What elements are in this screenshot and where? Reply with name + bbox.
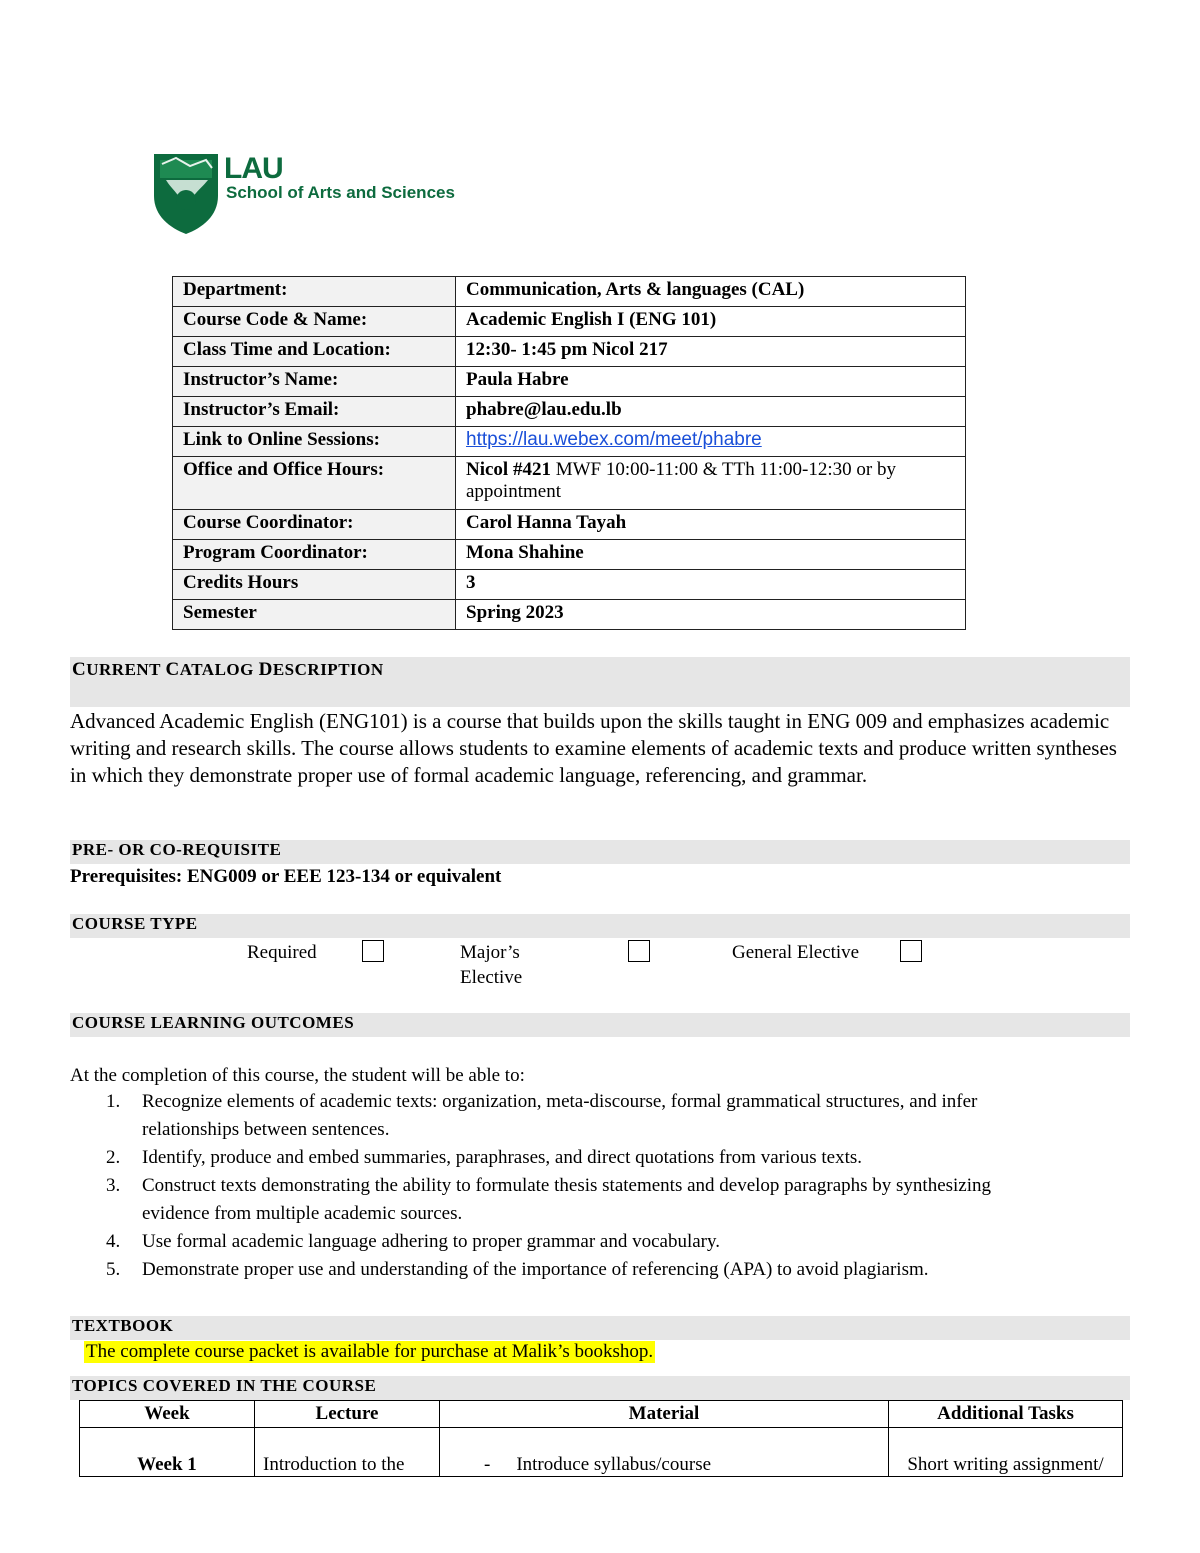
course-type-majors-label: Major’s Elective (460, 942, 523, 988)
info-value: Spring 2023 (456, 600, 966, 630)
info-row (173, 457, 966, 510)
info-key: Department: (173, 277, 456, 307)
general-elective-checkbox[interactable] (900, 940, 922, 962)
info-key: Program Coordinator: (173, 540, 456, 570)
info-value (456, 457, 966, 510)
prereq-heading: PRE- OR CO-REQUISITE (70, 840, 1130, 864)
textbook-note: The complete course packet is available for purchase at Malik’s bookshop. (86, 1341, 654, 1362)
lau-wordmark: LAU (224, 152, 283, 185)
info-key: Course Coordinator: (173, 510, 456, 540)
info-key: Link to Online Sessions: (173, 427, 456, 457)
info-row (173, 570, 966, 600)
info-value: Mona Shahine (456, 540, 966, 570)
info-key: Instructor’s Email: (173, 397, 456, 427)
info-row (173, 367, 966, 397)
outcomes-list (100, 1088, 1130, 1284)
cell-tasks: Short writing assignment/ (889, 1428, 1123, 1477)
list-item: 3. Construct texts demonstrating the ability to formulate thesis statements and develop paragraphs by synthesizing evidence from multiple academic sources. (106, 1175, 992, 1224)
office-location: Nicol #421 (466, 459, 551, 480)
info-row (173, 337, 966, 367)
info-key: Credits Hours (173, 570, 456, 600)
cell-lecture: Introduction to the (255, 1428, 440, 1477)
school-name: School of Arts and Sciences (226, 183, 455, 202)
required-checkbox[interactable] (362, 940, 384, 962)
info-value: Academic English I (ENG 101) (456, 307, 966, 337)
course-type-heading: COURSE TYPE (70, 914, 1130, 938)
course-info-table (172, 276, 966, 630)
info-value: Carol Hanna Tayah (456, 510, 966, 540)
info-key: Semester (173, 600, 456, 630)
info-row (173, 510, 966, 540)
info-value: 12:30- 1:45 pm Nicol 217 (456, 337, 966, 367)
info-row (173, 427, 966, 457)
info-key: Course Code & Name: (173, 307, 456, 337)
outcomes-intro: At the completion of this course, the student will be able to: (70, 1065, 525, 1086)
info-row (173, 307, 966, 337)
list-item: 1. Recognize elements of academic texts: organization, meta-discourse, formal grammatical structures, and infer relationships between sentences. (106, 1091, 978, 1140)
info-row (173, 540, 966, 570)
info-key: Class Time and Location: (173, 337, 456, 367)
lau-logo (152, 150, 472, 236)
info-key: Instructor’s Name: (173, 367, 456, 397)
info-row (173, 397, 966, 427)
info-value (456, 427, 966, 457)
online-session-link[interactable]: https://lau.webex.com/meet/phabre (466, 429, 762, 450)
cell-material: - Introduce syllabus/course (440, 1428, 889, 1477)
lau-shield-icon (152, 150, 222, 236)
office-hours: MWF 10:00-11:00 & TTh 11:00-12:30 or by appointment (466, 459, 896, 502)
cell-week: Week 1 (80, 1428, 255, 1477)
textbook-heading: TEXTBOOK (70, 1316, 1130, 1340)
col-week: Week (80, 1401, 255, 1428)
list-item: 4. Use formal academic language adhering to proper grammar and vocabulary. (106, 1231, 721, 1252)
col-tasks: Additional Tasks (889, 1401, 1123, 1428)
topics-heading: TOPICS COVERED IN THE COURSE (70, 1376, 1130, 1400)
info-value: Communication, Arts & languages (CAL) (456, 277, 966, 307)
list-item: 2. Identify, produce and embed summaries, paraphrases, and direct quotations from various texts. (106, 1147, 863, 1168)
catalog-heading: CURRENT CATALOG DESCRIPTION (70, 657, 1130, 707)
course-type-general-label: General Elective (732, 942, 860, 963)
majors-elective-checkbox[interactable] (628, 940, 650, 962)
topics-table (79, 1400, 1123, 1477)
col-material: Material (440, 1401, 889, 1428)
outcomes-heading: COURSE LEARNING OUTCOMES (70, 1013, 1130, 1037)
course-type-required-label: Required (247, 942, 317, 963)
catalog-description: Advanced Academic English (ENG101) is a course that builds upon the skills taught in ENG 009 and emphasizes academic writing and research skills. The course allows students to examine elements of academic texts and produce written syntheses in which they demonstrate proper use of formal academic language, referencing, and grammar. (70, 709, 1117, 787)
info-value: 3 (456, 570, 966, 600)
col-lecture: Lecture (255, 1401, 440, 1428)
info-value: phabre@lau.edu.lb (456, 397, 966, 427)
table-header-row (80, 1401, 1123, 1428)
info-key: Office and Office Hours: (173, 457, 456, 510)
table-row (80, 1428, 1123, 1477)
info-value: Paula Habre (456, 367, 966, 397)
prereq-text: Prerequisites: ENG009 or EEE 123-134 or equivalent (70, 866, 502, 887)
info-row (173, 277, 966, 307)
list-item: 5. Demonstrate proper use and understanding of the importance of referencing (APA) to avoid plagiarism. (106, 1259, 929, 1280)
info-row (173, 600, 966, 630)
